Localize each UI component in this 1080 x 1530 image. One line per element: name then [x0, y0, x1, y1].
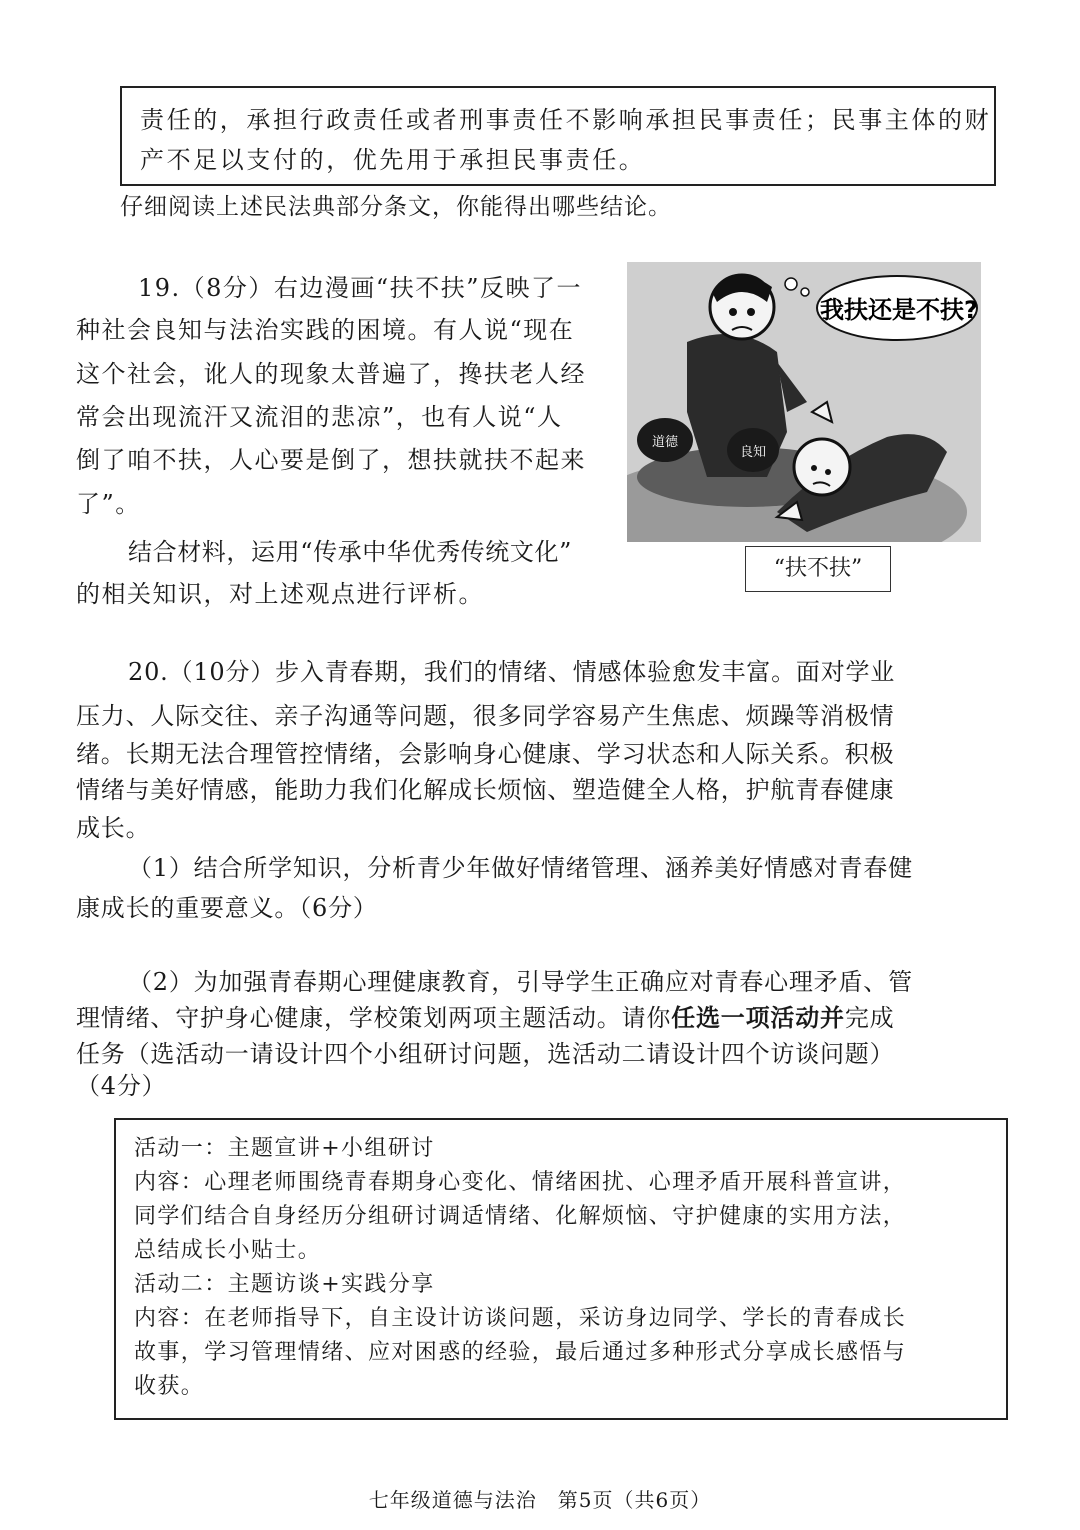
- activity-1-content: 同学们结合自身经历分组研讨调适情绪、化解烦恼、守护健康的实用方法，: [134, 1204, 907, 1229]
- q20-line: 绪。长期无法合理管控情绪，会影响身心健康、学习状态和人际关系。积极: [76, 740, 895, 768]
- activities-box: [114, 1118, 1008, 1420]
- civil-code-excerpt-box: [120, 86, 996, 186]
- q18-prompt: 仔细阅读上述民法典部分条文，你能得出哪些结论。: [120, 194, 672, 220]
- q20-line: 成长。: [76, 814, 151, 842]
- q20-line: [76, 1003, 895, 1032]
- cartoon-illustration: [627, 262, 981, 542]
- q19-line: 了”。: [76, 490, 141, 518]
- activity-1-content: 内容：心理老师围绕青春期身心变化、情绪困扰、心理矛盾开展科普宣讲，: [134, 1170, 907, 1195]
- activity-2-content: 故事，学习管理情绪、应对困惑的经验，最后通过多种形式分享成长感悟与: [134, 1340, 907, 1365]
- activity-1-content: 总结成长小贴士。: [134, 1238, 322, 1263]
- q19-line: 结合材料，运用“传承中华优秀传统文化”: [128, 538, 572, 566]
- q19-line: 倒了咱不扶，人心要是倒了，想扶就扶不起来: [76, 446, 586, 474]
- q19-line: 这个社会，讹人的现象太普遍了，搀扶老人经: [76, 360, 586, 388]
- q19-line: 19.（8分）右边漫画“扶不扶”反映了一: [138, 274, 582, 302]
- q20-subquestion-2: （2）为加强青春期心理健康教育，引导学生正确应对青春心理矛盾、管: [128, 968, 913, 996]
- q20-line: 康成长的重要意义。（6分）: [76, 894, 378, 922]
- excerpt-line-1: 责任的，承担行政责任或者刑事责任不影响承担民事责任；民事主体的财: [140, 106, 992, 134]
- activity-1-title: 活动一：主题宣讲+小组研讨: [134, 1136, 435, 1161]
- bag-right-label: 良知: [739, 445, 767, 460]
- activity-2-content: 内容：在老师指导下，自主设计访谈问题，采访身边同学、学长的青春成长: [134, 1306, 907, 1331]
- q20-line: 压力、人际交往、亲子沟通等问题，很多同学容易产生焦虑、烦躁等消极情: [76, 702, 895, 730]
- q20-line: 情绪与美好情感，能助力我们化解成长烦恼、塑造健全人格，护航青春健康: [76, 776, 895, 804]
- q20-line: 任务（选活动一请设计四个小组研讨问题，选活动二请设计四个访谈问题）: [76, 1040, 895, 1068]
- q20-subquestion-1: （1）结合所学知识，分析青少年做好情绪管理、涵养美好情感对青春健: [128, 854, 913, 882]
- q19-line: 常会出现流汗又流泪的悲凉”，也有人说“人: [76, 403, 563, 431]
- speech-bubble-text: 我扶还是不扶?: [820, 296, 978, 324]
- activity-2-title: 活动二：主题访谈+实践分享: [134, 1272, 435, 1297]
- q20-line: 20.（10分）步入青春期，我们的情绪、情感体验愈发丰富。面对学业: [128, 658, 896, 686]
- excerpt-line-2: 产不足以支付的，优先用于承担民事责任。: [140, 146, 646, 174]
- q20-line-part: 理情绪、守护身心健康，学校策划两项主题活动。请你: [76, 1004, 672, 1032]
- activity-2-content: 收获。: [134, 1374, 205, 1399]
- page-footer: 七年级道德与法治 第5页（共6页）: [368, 1488, 712, 1512]
- q20-line: （4分）: [76, 1072, 167, 1100]
- q20-line-part: 完成: [844, 1004, 895, 1032]
- q20-emphasis: 任选一项活动并: [671, 1003, 845, 1032]
- q19-line: 的相关知识，对上述观点进行评析。: [76, 580, 484, 608]
- cartoon-caption: “扶不扶”: [745, 546, 891, 592]
- q19-line: 种社会良知与法治实践的困境。有人说“现在: [76, 316, 575, 344]
- bag-left-label: 道德: [651, 435, 679, 450]
- cartoon-drawing: [627, 262, 981, 542]
